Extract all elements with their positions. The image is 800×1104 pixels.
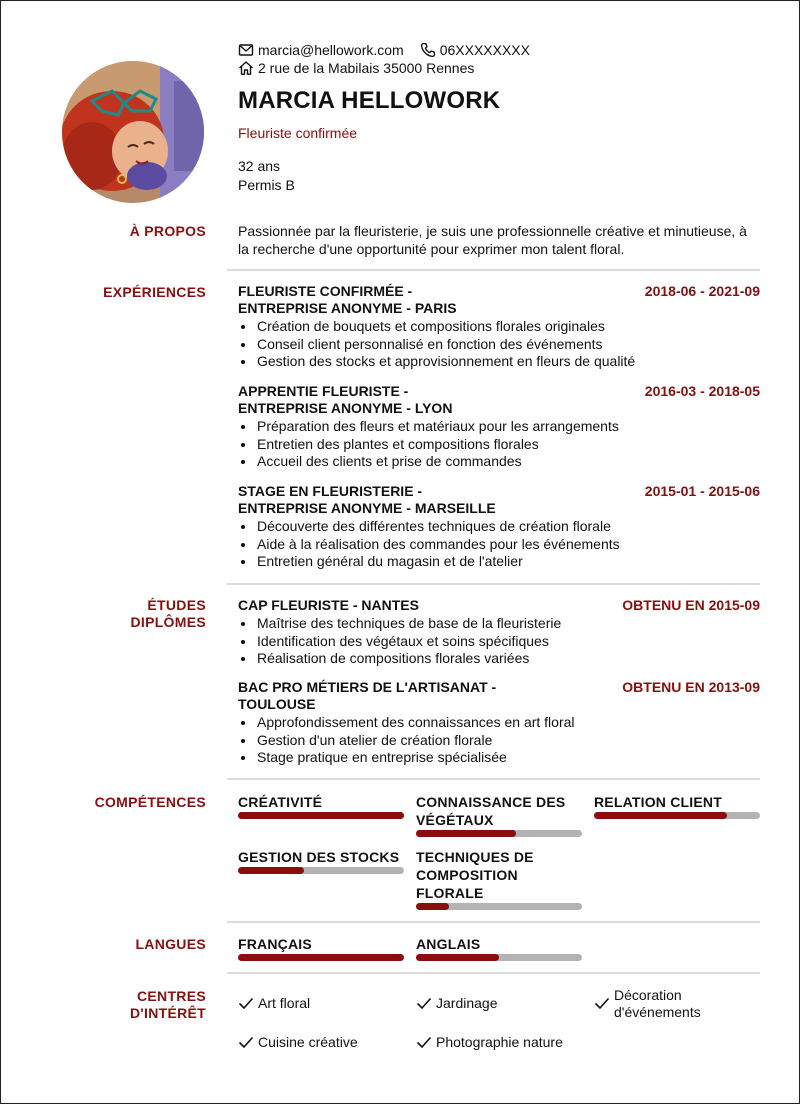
interest-item [238, 1034, 358, 1051]
list-item: • Entretien général du magasin et de l'atelier [256, 553, 760, 571]
skill-bar [238, 812, 404, 819]
experience-role: FLEURISTE CONFIRMÉE - [238, 283, 413, 299]
experience-date: 2018-06 - 2021-09 [644, 283, 760, 299]
skill-bar [594, 812, 760, 819]
skill-bar-fill [416, 830, 516, 837]
phone-item [420, 41, 530, 59]
skill-bar-fill [238, 867, 304, 874]
experience-company: ENTREPRISE ANONYME - MARSEILLE [238, 500, 496, 516]
divider-skills [227, 921, 760, 923]
skill-name: CRÉATIVITÉ [238, 794, 323, 810]
contact-row-2 [238, 59, 546, 77]
experience-entry-2 [238, 383, 760, 471]
interest-item [416, 995, 498, 1012]
interest-item [238, 995, 310, 1012]
skill-item [416, 793, 582, 837]
section-label-skills: COMPÉTENCES [94, 794, 206, 810]
list-item: • Maîtrise des techniques de base de la fleuristerie [256, 615, 760, 633]
experience-title [238, 283, 598, 317]
interest-text: Art floral [258, 995, 311, 1011]
education-degree: CAP FLEURISTE - NANTES [238, 597, 419, 613]
education-label-line: DIPLÔMES [130, 614, 206, 630]
list-item: • Entretien des plantes et compositions florales [256, 436, 760, 454]
language-bar [416, 954, 582, 961]
experience-role: APPRENTIE FLEURISTE - [238, 383, 409, 399]
divider-about [227, 269, 760, 271]
education-title [238, 679, 598, 713]
list-item: • Réalisation de compositions florales variées [256, 650, 760, 668]
license-text: Permis B [238, 177, 295, 193]
experience-bullets [238, 418, 760, 471]
language-name: FRANÇAIS [238, 936, 312, 952]
experience-role: STAGE EN FLEURISTERIE - [238, 483, 423, 499]
education-date: OBTENU EN 2013-09 [622, 679, 760, 695]
skill-name-line: CONNAISSANCE DES [416, 794, 566, 810]
list-item: • Gestion d'un atelier de création florale [256, 732, 760, 750]
skill-item [416, 848, 582, 910]
experience-company: ENTREPRISE ANONYME - PARIS [238, 300, 457, 316]
interests-label-line: CENTRES [137, 988, 206, 1004]
interest-item [594, 987, 701, 1021]
divider-experiences [227, 583, 760, 585]
interest-text-line: Décoration [614, 987, 682, 1003]
education-entry-1 [238, 597, 760, 668]
email-text: marcia@hellowork.com [258, 42, 404, 58]
skill-name-line: VÉGÉTAUX [416, 812, 494, 828]
skill-name-line: FLORALE [416, 885, 484, 901]
interest-text: Cuisine créative [258, 1034, 358, 1050]
list-item: • Préparation des fleurs et matériaux pour les arrangements [256, 418, 760, 436]
check-icon [416, 1034, 432, 1050]
education-date: OBTENU EN 2015-09 [622, 597, 760, 613]
interests-label-line: D'INTÉRÊT [129, 1005, 206, 1021]
contact-block [238, 41, 546, 77]
education-bullets [238, 714, 760, 767]
list-item: • Accueil des clients et prise de commandes [256, 453, 760, 471]
section-label-education [61, 597, 206, 631]
language-bar [238, 954, 404, 961]
list-item: • Stage pratique en entreprise spécialisée [256, 749, 760, 767]
education-degree: BAC PRO MÉTIERS DE L'ARTISANAT - [238, 679, 497, 695]
section-label-languages: LANGUES [135, 936, 206, 952]
full-name: MARCIA HELLOWORK [238, 87, 501, 114]
experience-bullets [238, 318, 760, 371]
skill-name [416, 848, 582, 902]
skill-bar [416, 830, 582, 837]
section-label-experiences: EXPÉRIENCES [103, 284, 206, 300]
section-label-about: À PROPOS [129, 223, 206, 239]
email-item [238, 41, 404, 59]
phone-icon [420, 42, 436, 58]
divider-languages [227, 972, 760, 974]
experience-entry-3 [238, 483, 760, 571]
experience-bullets [238, 518, 760, 571]
personal-info [238, 157, 295, 195]
skill-bar-fill [416, 903, 449, 910]
mail-icon [238, 42, 254, 58]
list-item: • Aide à la réalisation des commandes pour les événements [256, 536, 760, 554]
address-text: 2 rue de la Mabilais 35000 Rennes [258, 60, 475, 76]
language-item [238, 935, 404, 961]
language-bar-fill [238, 954, 404, 961]
education-bullets [238, 615, 760, 668]
skill-bar-fill [238, 812, 404, 819]
interest-item [416, 1034, 563, 1051]
age-text: 32 ans [238, 158, 281, 174]
language-item [416, 935, 582, 961]
divider-education [227, 778, 760, 780]
contact-row-1 [238, 41, 546, 59]
skill-name: RELATION CLIENT [594, 794, 722, 810]
skill-item [594, 793, 760, 819]
check-icon [238, 995, 254, 1011]
skill-name-line: COMPOSITION [416, 867, 518, 883]
list-item: • Approfondissement des connaissances en art floral [256, 714, 760, 732]
address-item [238, 59, 474, 77]
list-item: • Gestion des stocks et approvisionnement en fleurs de qualité [256, 353, 760, 371]
interest-text-line: d'événements [614, 1004, 701, 1020]
phone-text: 06XXXXXXXX [439, 42, 530, 58]
avatar-illustration [62, 61, 204, 203]
education-title [238, 597, 598, 614]
skill-name: GESTION DES STOCKS [238, 849, 400, 865]
skill-name [416, 793, 582, 829]
job-title: Fleuriste confirmée [238, 125, 358, 141]
language-name: ANGLAIS [416, 936, 481, 952]
section-label-interests [61, 988, 206, 1022]
experience-title [238, 483, 598, 517]
experience-company: ENTREPRISE ANONYME - LYON [238, 400, 453, 416]
experience-entry-1 [238, 283, 760, 371]
check-icon [238, 1034, 254, 1050]
list-item: • Identification des végétaux et soins spécifiques [256, 633, 760, 651]
experience-title [238, 383, 598, 417]
experience-date: 2015-01 - 2015-06 [644, 483, 760, 499]
skill-name-line: TECHNIQUES DE [416, 849, 534, 865]
skill-item [238, 793, 404, 819]
interest-text: Jardinage [436, 995, 498, 1011]
education-label-line: ÉTUDES [147, 597, 206, 613]
interest-text: Photographie nature [436, 1034, 563, 1050]
education-city: TOULOUSE [238, 696, 316, 712]
experience-date: 2016-03 - 2018-05 [644, 383, 760, 399]
list-item: • Création de bouquets et compositions florales originales [256, 318, 760, 336]
avatar [62, 61, 204, 203]
about-text: Passionnée par la fleuristerie, je suis une professionnelle créative et minutieuse, à la recherche d'une opportunité pour exprimer mon talent floral. [238, 223, 747, 257]
skill-bar [238, 867, 404, 874]
language-bar-fill [416, 954, 499, 961]
skill-bar-fill [594, 812, 727, 819]
skill-bar [416, 903, 582, 910]
list-item: • Découverte des différentes techniques de création florale [256, 518, 760, 536]
skill-item [238, 848, 404, 874]
check-icon [594, 995, 610, 1011]
list-item: • Conseil client personnalisé en fonction des événements [256, 336, 760, 354]
education-entry-2 [238, 679, 760, 767]
interest-text [614, 987, 701, 1021]
home-icon [238, 60, 254, 76]
check-icon [416, 995, 432, 1011]
